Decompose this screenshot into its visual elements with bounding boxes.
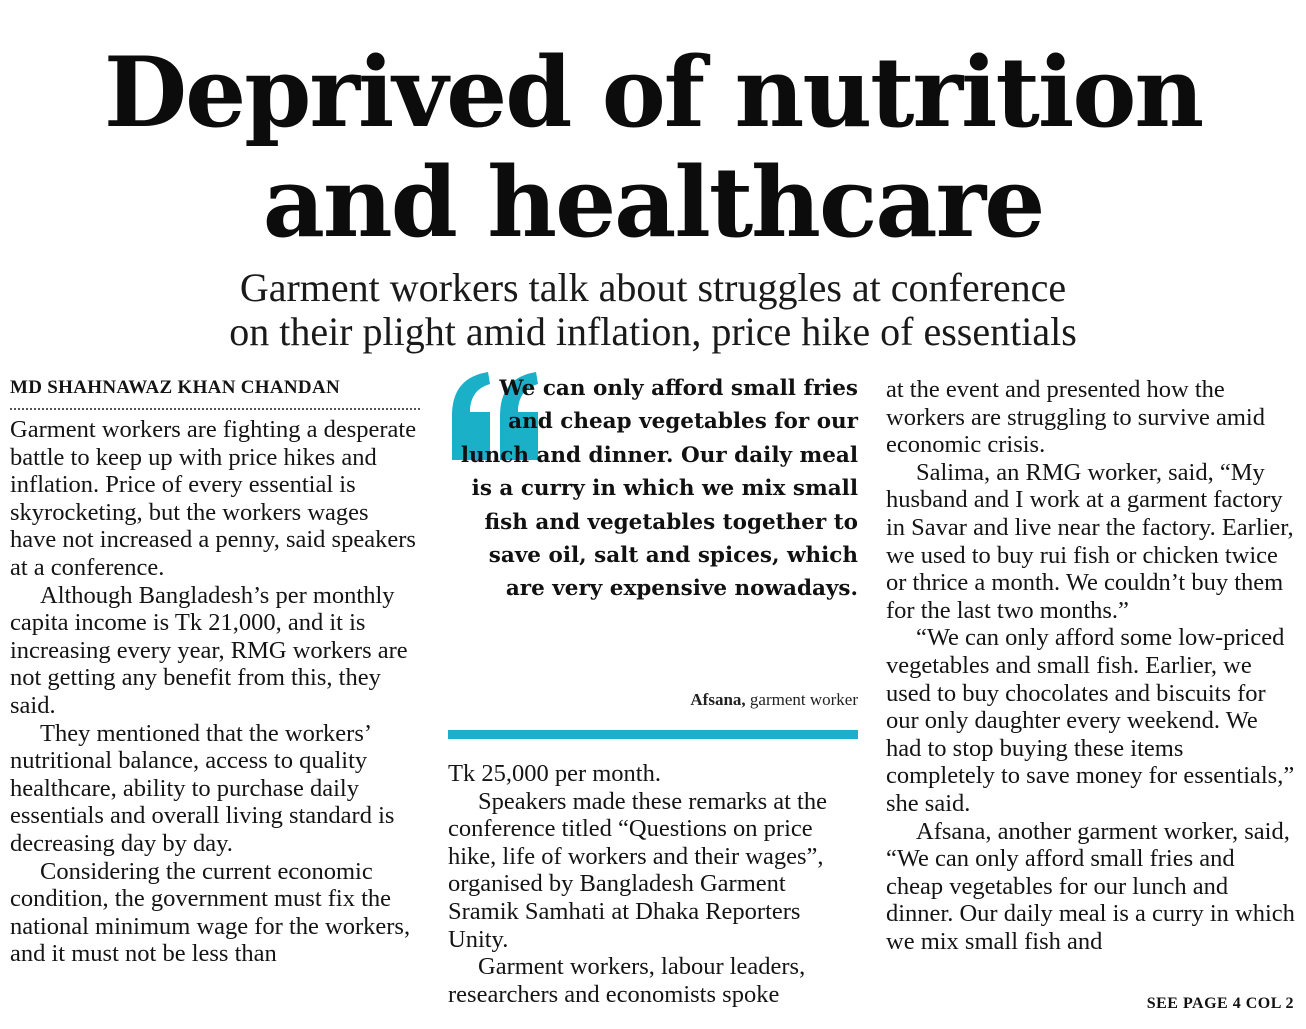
paragraph: Garment workers are fighting a desperate battle to keep up with price hikes and inflation. Price of every essential is skyrocketing, but the workers wages have not increased a penny, said speakers at a conference.: [10, 416, 417, 581]
paragraph: “We can only afford some low-priced vegetables and small fish. Earlier, we used to buy chocolates and biscuits for our only daughter every weekend. We had to stop buying these items completely to save money for essentials,” she said.: [886, 624, 1295, 817]
article-column-2: [448, 760, 858, 1008]
pull-quote-text: We can only afford small fries and cheap vegetables for our lunch and dinner. Our daily meal is a curry in which we mix small fish and vegetables together to save oil, salt and spices, which are very expensive nowadays.: [460, 376, 858, 602]
subheadline: [0, 266, 1306, 354]
paragraph: Tk 25,000 per month.: [448, 760, 661, 787]
pull-quote-author: Afsana,: [690, 690, 746, 709]
subheadline-line-2: on their plight amid inflation, price hike of essentials: [229, 309, 1077, 354]
article-column-3: [886, 376, 1296, 955]
paragraph: Speakers made these remarks at the conference titled “Questions on price hike, life of workers and their wages”, organised by Bangladesh Garment Sramik Samhati at Dhaka Reporters Unity.: [448, 787, 827, 953]
paragraph: Although Bangladesh’s per monthly capita income is Tk 21,000, and it is increasing every year, RMG workers are not getting any benefit from this, they said.: [10, 581, 408, 719]
paragraph: Garment workers, labour leaders, researchers and economists spoke: [448, 953, 806, 1008]
pull-quote: [448, 370, 858, 740]
headline-line-2: and healthcare: [262, 146, 1044, 259]
paragraph: at the event and presented how the workers are struggling to survive amid economic crisis.: [886, 376, 1265, 459]
subheadline-line-1: Garment workers talk about struggles at conference: [239, 265, 1067, 310]
pull-quote-role: garment worker: [749, 690, 858, 709]
pull-quote-rule: [448, 730, 858, 739]
headline-line-1: Deprived of nutrition: [103, 36, 1203, 149]
paragraph: They mentioned that the workers’ nutritional balance, access to quality healthcare, ability to purchase daily essentials and overall living standard is decreasing day by day.: [10, 719, 395, 857]
pull-quote-attribution: [690, 690, 858, 710]
paragraph: Afsana, another garment worker, said, “We can only afford small fries and cheap vegetables for our lunch and dinner. Our daily meal is a curry in which we mix small fish and: [886, 817, 1295, 955]
headline: [0, 38, 1306, 258]
paragraph: Salima, an RMG worker, said, “My husband and I work at a garment factory in Savar and live near the factory. Earlier, we used to buy rui fish or chicken twice or thrice a month. We couldn’t buy them for the last two months.”: [886, 458, 1294, 624]
byline: MD SHAHNAWAZ KHAN CHANDAN: [10, 376, 420, 410]
paragraph: Considering the current economic condition, the government must fix the national minimum wage for the workers, and it must not be less than: [10, 857, 411, 968]
continuation-jump: SEE PAGE 4 COL 2: [1146, 995, 1294, 1012]
article-column-1: [10, 376, 420, 968]
